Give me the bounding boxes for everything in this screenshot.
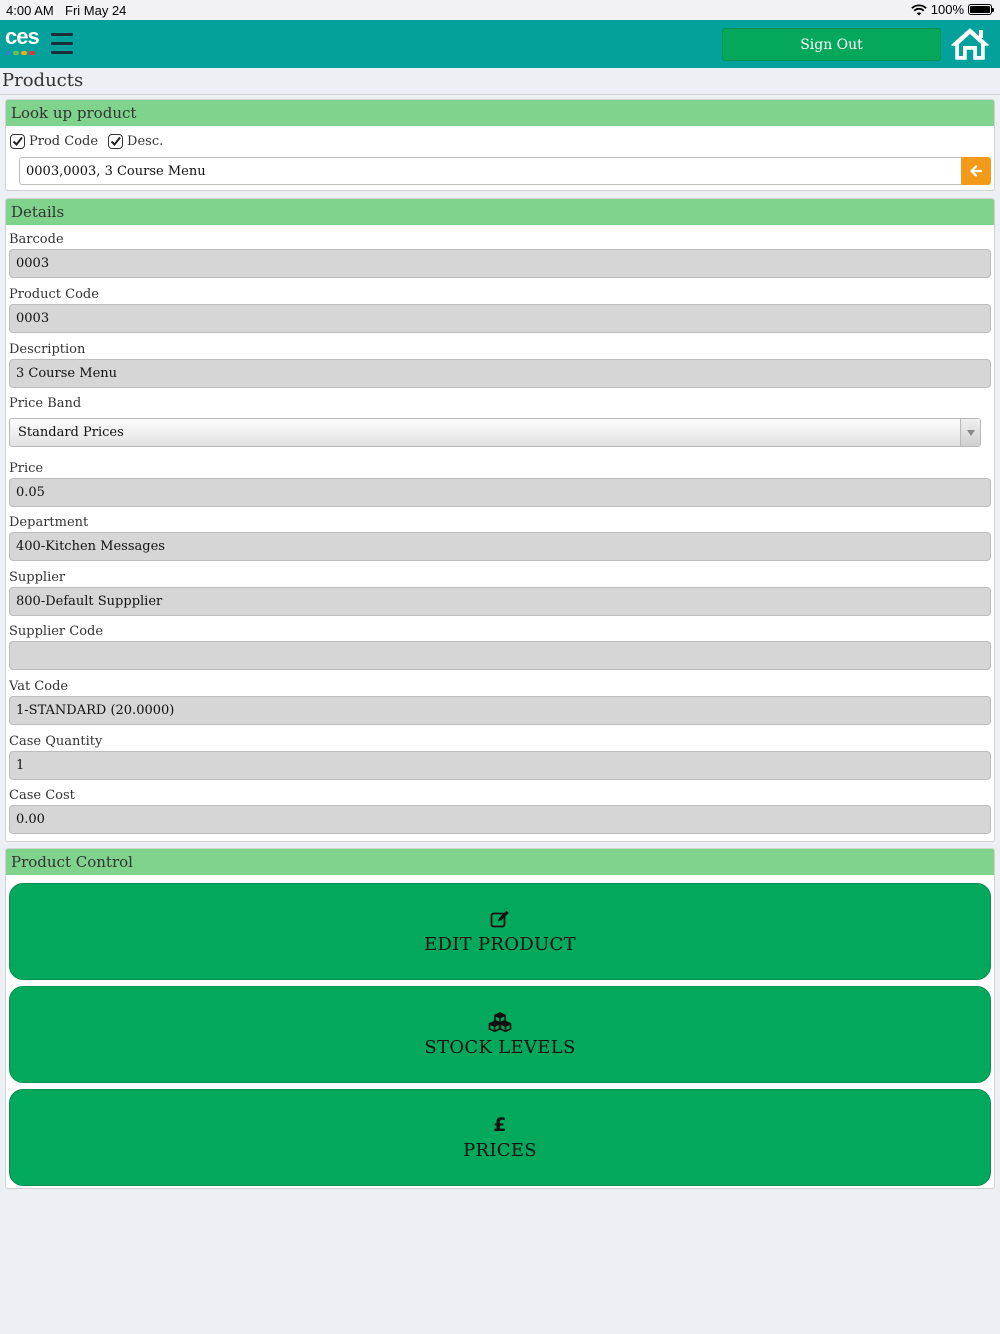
details-panel: [5, 198, 995, 842]
checkmark-icon: [110, 136, 121, 147]
supplier-label: Supplier: [9, 570, 66, 585]
supplier-code-field[interactable]: [9, 641, 991, 670]
product-code-field[interactable]: 0003: [9, 304, 991, 333]
lookup-panel: [5, 99, 995, 191]
product-control-panel: [5, 848, 995, 1189]
product-code-label: Product Code: [9, 287, 99, 302]
status-bar: [0, 0, 1000, 20]
prod-code-checkbox[interactable]: [10, 134, 25, 149]
chevron-down-icon: [960, 419, 980, 446]
case-cost-field[interactable]: 0.00: [9, 805, 991, 834]
desc-checkbox[interactable]: [108, 134, 123, 149]
supplier-field[interactable]: 800-Default Suppplier: [9, 587, 991, 616]
battery-icon: [968, 4, 992, 15]
prices-label: PRICES: [463, 1140, 537, 1161]
description-field[interactable]: 3 Course Menu: [9, 359, 991, 388]
prod-code-label: Prod Code: [29, 134, 99, 149]
prices-button[interactable]: [9, 1089, 991, 1186]
status-time: 4:00 AM: [6, 3, 54, 18]
case-quantity-field[interactable]: 1: [9, 751, 991, 780]
home-icon[interactable]: [950, 26, 990, 62]
sign-out-button[interactable]: Sign Out: [722, 28, 941, 61]
price-band-select[interactable]: [9, 418, 981, 447]
page-title: Products: [2, 70, 84, 91]
lookup-options: [10, 134, 173, 149]
barcode-field[interactable]: 0003: [9, 249, 991, 278]
vat-code-label: Vat Code: [9, 679, 69, 694]
arrow-left-icon: [970, 165, 982, 177]
price-band-label: Price Band: [9, 396, 82, 411]
barcode-label: Barcode: [9, 232, 64, 247]
edit-product-label: EDIT PRODUCT: [424, 934, 576, 955]
checkmark-icon: [12, 136, 23, 147]
ces-logo[interactable]: [5, 25, 45, 61]
wifi-icon: [911, 4, 927, 16]
case-quantity-label: Case Quantity: [9, 734, 103, 749]
department-field[interactable]: 400-Kitchen Messages: [9, 532, 991, 561]
cubes-icon: [488, 1011, 512, 1033]
logo-text: ces: [5, 24, 39, 49]
battery-percent: 100%: [930, 2, 964, 17]
logo-dots: [5, 51, 45, 55]
stock-levels-label: STOCK LEVELS: [424, 1037, 576, 1058]
vat-code-field[interactable]: 1-STANDARD (20.0000): [9, 696, 991, 725]
product-control-title: Product Control: [6, 849, 994, 875]
price-band-value: Standard Prices: [18, 425, 124, 440]
description-label: Description: [9, 342, 86, 357]
status-right: [911, 2, 992, 17]
pound-sign-icon: £: [493, 1114, 507, 1136]
hamburger-menu-icon[interactable]: [51, 33, 73, 55]
lookup-panel-title: Look up product: [6, 100, 994, 126]
supplier-code-label: Supplier Code: [9, 624, 104, 639]
case-cost-label: Case Cost: [9, 788, 75, 803]
edit-icon: [490, 908, 510, 930]
price-field[interactable]: 0.05: [9, 478, 991, 507]
price-label: Price: [9, 461, 44, 476]
title-divider: [0, 94, 1000, 95]
status-date: Fri May 24: [65, 3, 127, 18]
desc-label: Desc.: [127, 134, 164, 149]
edit-product-button[interactable]: [9, 883, 991, 980]
product-search-input[interactable]: [19, 157, 961, 185]
details-panel-title: Details: [6, 199, 994, 225]
department-label: Department: [9, 515, 89, 530]
app-header: [0, 20, 1000, 68]
lookup-go-button[interactable]: [961, 157, 991, 185]
stock-levels-button[interactable]: [9, 986, 991, 1083]
